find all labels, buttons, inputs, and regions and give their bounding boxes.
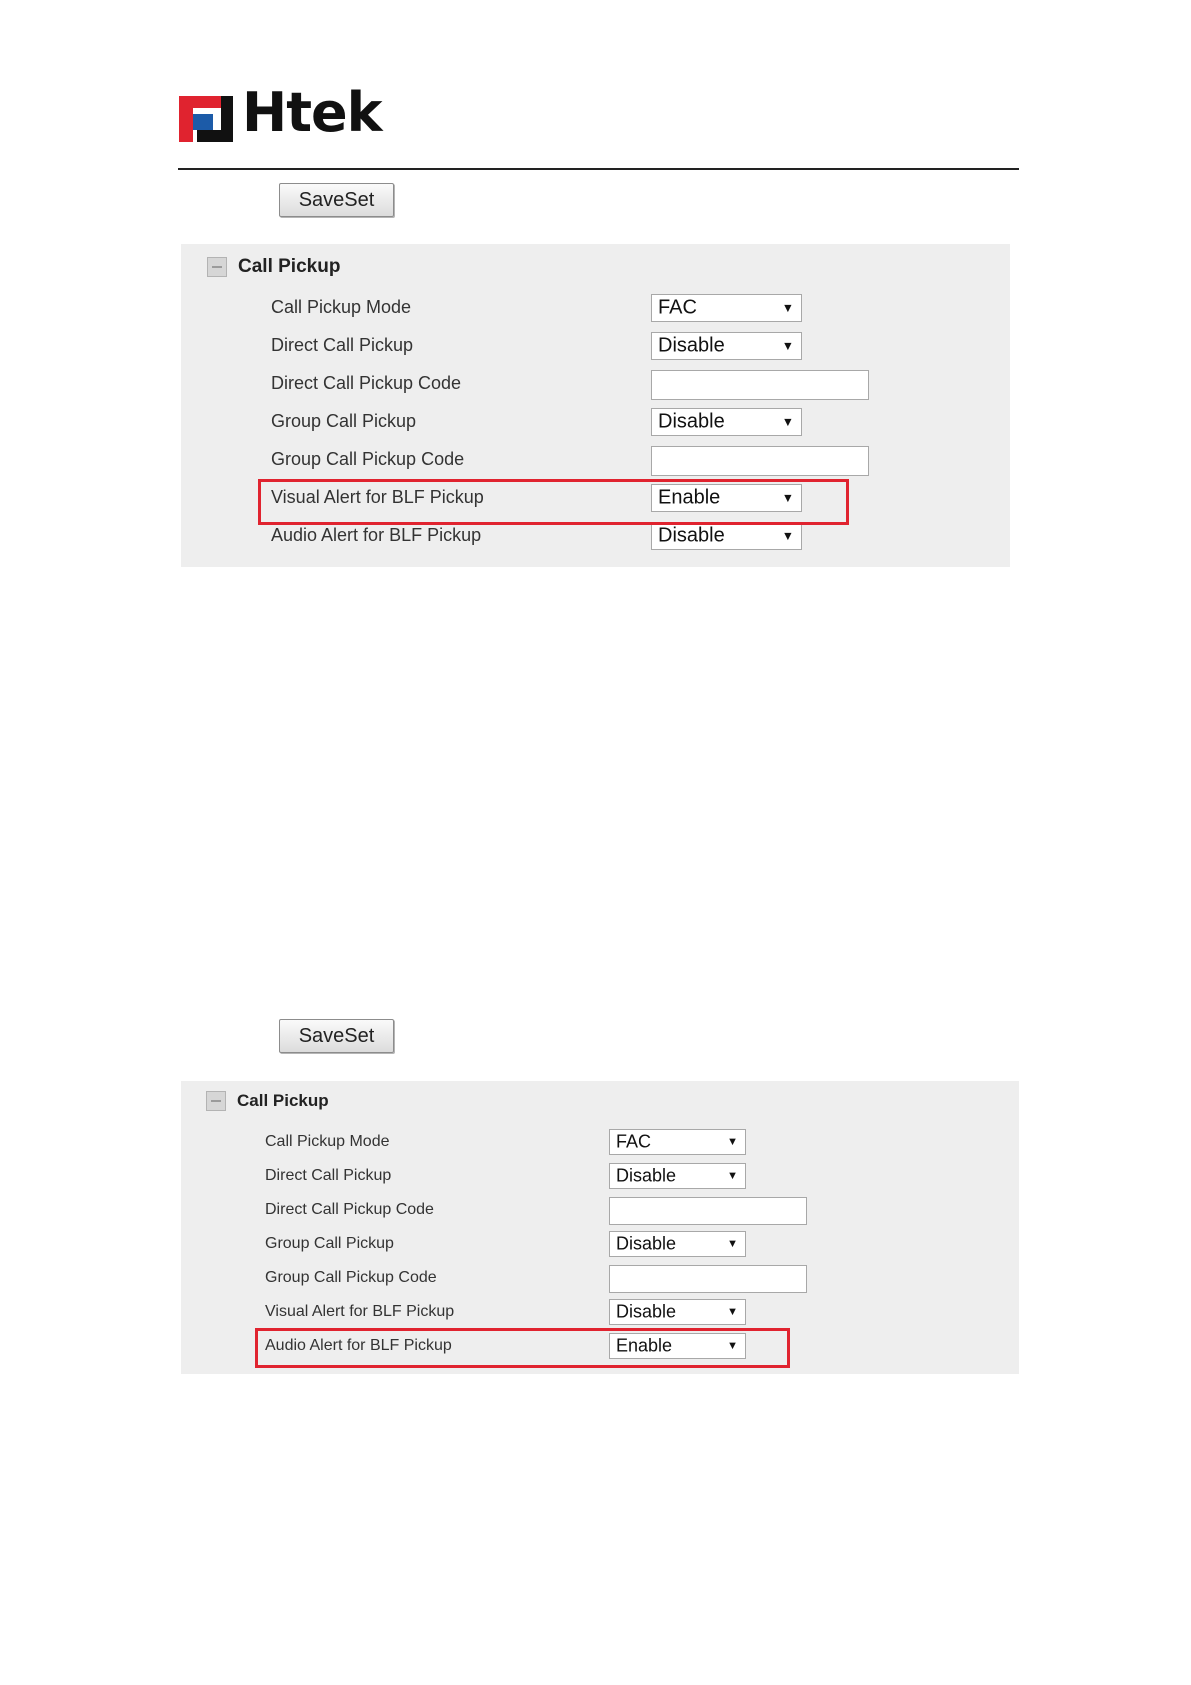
row-call-pickup-mode xyxy=(181,1128,1019,1158)
dropdown-caret-icon: ▼ xyxy=(781,491,794,505)
row-group-call-pickup-code xyxy=(181,444,1010,478)
select-value: Disable xyxy=(616,1165,677,1186)
field-label: Direct Call Pickup Code xyxy=(265,1201,434,1218)
select-value: FAC xyxy=(658,296,697,319)
field-label: Group Call Pickup xyxy=(271,411,417,431)
dropdown-caret-icon: ▼ xyxy=(726,1170,738,1182)
call-pickup-panel xyxy=(181,244,1010,567)
panel-header xyxy=(206,1091,329,1111)
audio-alert-blf-pickup-select[interactable] xyxy=(609,1333,746,1359)
panel-title: Call Pickup xyxy=(237,1091,329,1110)
group-call-pickup-code-input[interactable] xyxy=(651,446,869,476)
field-label: Group Call Pickup Code xyxy=(265,1269,437,1286)
saveset-button[interactable]: SaveSet xyxy=(279,1019,394,1053)
field-label: Group Call Pickup xyxy=(265,1235,394,1252)
audio-alert-blf-pickup-select[interactable] xyxy=(651,522,802,550)
group-call-pickup-select[interactable] xyxy=(651,408,802,436)
row-direct-call-pickup xyxy=(181,330,1010,364)
htek-logo-wordmark: Htek xyxy=(242,81,382,144)
dropdown-caret-icon: ▼ xyxy=(781,415,794,429)
field-label: Visual Alert for BLF Pickup xyxy=(271,487,484,507)
visual-alert-blf-pickup-select[interactable] xyxy=(609,1299,746,1325)
header-divider xyxy=(178,168,1019,170)
field-label: Visual Alert for BLF Pickup xyxy=(265,1303,455,1320)
field-label: Call Pickup Mode xyxy=(271,297,412,317)
saveset-button[interactable]: SaveSet xyxy=(279,183,394,217)
field-label: Call Pickup Mode xyxy=(265,1133,390,1150)
row-direct-call-pickup-code xyxy=(181,1196,1019,1226)
field-label: Direct Call Pickup xyxy=(265,1167,392,1184)
select-value: Enable xyxy=(658,486,721,509)
call-pickup-mode-select[interactable] xyxy=(651,294,802,322)
dropdown-caret-icon: ▼ xyxy=(726,1238,738,1250)
select-value: Disable xyxy=(616,1301,677,1322)
select-value: Disable xyxy=(658,524,725,547)
panel-header xyxy=(207,256,340,278)
row-visual-alert-blf-pickup xyxy=(181,1298,1019,1328)
field-label: Audio Alert for BLF Pickup xyxy=(271,525,482,545)
row-audio-alert-blf-pickup xyxy=(181,520,1010,554)
group-call-pickup-code-input[interactable] xyxy=(609,1265,807,1293)
collapse-minus-icon[interactable] xyxy=(207,257,227,277)
row-direct-call-pickup-code xyxy=(181,368,1010,402)
dropdown-caret-icon: ▼ xyxy=(781,339,794,353)
row-group-call-pickup xyxy=(181,1230,1019,1260)
direct-call-pickup-code-input[interactable] xyxy=(609,1197,807,1225)
field-label: Direct Call Pickup Code xyxy=(271,373,462,393)
select-value: FAC xyxy=(616,1131,652,1152)
select-value: Disable xyxy=(658,334,725,357)
collapse-minus-icon[interactable] xyxy=(206,1091,226,1111)
dropdown-caret-icon: ▼ xyxy=(726,1306,738,1318)
field-label: Direct Call Pickup xyxy=(271,335,414,355)
dropdown-caret-icon: ▼ xyxy=(781,301,794,315)
field-label: Audio Alert for BLF Pickup xyxy=(265,1337,452,1354)
visual-alert-blf-pickup-select[interactable] xyxy=(651,484,802,512)
call-pickup-mode-select[interactable] xyxy=(609,1129,746,1155)
select-value: Disable xyxy=(616,1233,677,1254)
call-pickup-panel xyxy=(181,1081,1019,1374)
row-call-pickup-mode xyxy=(181,292,1010,326)
dropdown-caret-icon: ▼ xyxy=(726,1136,738,1148)
group-call-pickup-select[interactable] xyxy=(609,1231,746,1257)
row-group-call-pickup xyxy=(181,406,1010,440)
row-direct-call-pickup xyxy=(181,1162,1019,1192)
row-group-call-pickup-code xyxy=(181,1264,1019,1294)
select-value: Disable xyxy=(658,410,725,433)
row-visual-alert-blf-pickup xyxy=(181,482,1010,516)
dropdown-caret-icon: ▼ xyxy=(726,1340,738,1352)
row-audio-alert-blf-pickup xyxy=(181,1332,1019,1362)
select-value: Enable xyxy=(616,1335,673,1356)
panel-title: Call Pickup xyxy=(238,256,341,277)
direct-call-pickup-select[interactable] xyxy=(651,332,802,360)
direct-call-pickup-code-input[interactable] xyxy=(651,370,869,400)
field-label: Group Call Pickup Code xyxy=(271,449,465,469)
dropdown-caret-icon: ▼ xyxy=(781,529,794,543)
direct-call-pickup-select[interactable] xyxy=(609,1163,746,1189)
